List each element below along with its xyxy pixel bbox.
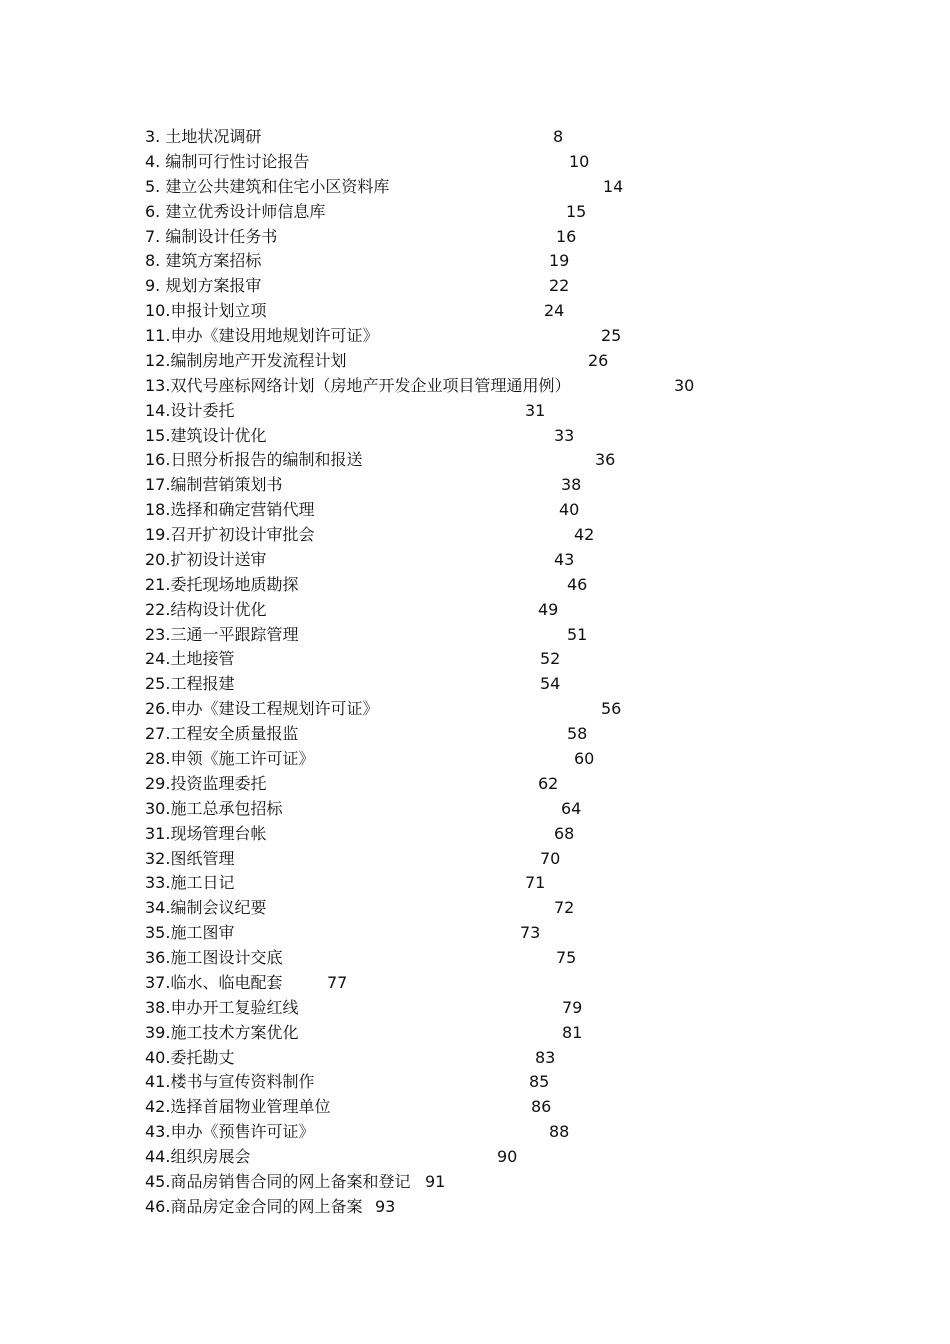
toc-entry-page-number: 19	[549, 251, 570, 271]
toc-entry[interactable]	[0, 374, 950, 398]
toc-entry-title: 40.委托勘丈	[145, 1047, 235, 1067]
toc-entry[interactable]	[0, 697, 950, 721]
toc-entry-title: 18.选择和确定营销代理	[145, 500, 315, 520]
toc-entry-page-number: 75	[556, 948, 577, 968]
toc-entry[interactable]	[0, 623, 950, 647]
toc-entry-title: 19.召开扩初设计审批会	[145, 525, 315, 545]
toc-entry[interactable]	[0, 996, 950, 1020]
toc-entry-title: 31.现场管理台帐	[145, 823, 267, 843]
toc-entry[interactable]	[0, 498, 950, 522]
toc-entry-page-number: 46	[567, 574, 588, 594]
toc-entry-page-number: 93	[375, 1196, 396, 1216]
toc-entry-title: 27.工程安全质量报监	[145, 724, 299, 744]
toc-entry[interactable]	[0, 747, 950, 771]
toc-entry-title: 36.施工图设计交底	[145, 948, 283, 968]
toc-entry-title: 13.双代号座标网络计划（房地产开发企业项目管理通用例）	[145, 375, 571, 395]
toc-entry[interactable]	[0, 175, 950, 199]
toc-entry[interactable]	[0, 1021, 950, 1045]
toc-entry-title: 12.编制房地产开发流程计划	[145, 350, 347, 370]
toc-entry[interactable]	[0, 772, 950, 796]
toc-entry-page-number: 51	[567, 624, 588, 644]
toc-entry-page-number: 40	[559, 500, 580, 520]
toc-entry[interactable]	[0, 921, 950, 945]
toc-entry-title: 26.申办《建设工程规划许可证》	[145, 699, 379, 719]
toc-entry-page-number: 90	[497, 1147, 518, 1167]
toc-entry-page-number: 16	[556, 226, 577, 246]
toc-entry[interactable]	[0, 1145, 950, 1169]
toc-entry-page-number: 14	[603, 176, 624, 196]
toc-entry[interactable]	[0, 946, 950, 970]
toc-entry[interactable]	[0, 647, 950, 671]
toc-entry-title: 6. 建立优秀设计师信息库	[145, 201, 326, 221]
toc-entry-title: 4. 编制可行性讨论报告	[145, 151, 310, 171]
toc-entry-page-number: 72	[554, 898, 575, 918]
toc-entry-title: 21.委托现场地质勘探	[145, 574, 299, 594]
toc-entry[interactable]	[0, 672, 950, 696]
toc-entry-title: 5. 建立公共建筑和住宅小区资料库	[145, 176, 390, 196]
toc-entry-page-number: 42	[574, 525, 595, 545]
toc-entry[interactable]	[0, 200, 950, 224]
toc-entry[interactable]	[0, 125, 950, 149]
toc-entry[interactable]	[0, 971, 950, 995]
toc-entry-page-number: 24	[544, 301, 565, 321]
toc-entry-title: 9. 规划方案报审	[145, 276, 262, 296]
toc-entry[interactable]	[0, 548, 950, 572]
toc-entry-title: 37.临水、临电配套	[145, 972, 283, 992]
toc-entry[interactable]	[0, 274, 950, 298]
toc-entry-title: 35.施工图审	[145, 923, 235, 943]
toc-entry[interactable]	[0, 249, 950, 273]
toc-entry-title: 46.商品房定金合同的网上备案	[145, 1196, 363, 1216]
toc-entry-page-number: 22	[549, 276, 570, 296]
toc-entry-page-number: 64	[561, 798, 582, 818]
toc-entry-title: 29.投资监理委托	[145, 773, 267, 793]
toc-entry-title: 23.三通一平跟踪管理	[145, 624, 299, 644]
toc-entry-page-number: 10	[569, 151, 590, 171]
toc-entry[interactable]	[0, 871, 950, 895]
toc-entry-title: 11.申办《建设用地规划许可证》	[145, 326, 379, 346]
toc-entry[interactable]	[0, 1120, 950, 1144]
toc-entry-page-number: 86	[531, 1097, 552, 1117]
toc-entry[interactable]	[0, 797, 950, 821]
toc-entry-page-number: 31	[525, 400, 546, 420]
toc-entry[interactable]	[0, 324, 950, 348]
toc-entry-page-number: 38	[561, 475, 582, 495]
toc-entry[interactable]	[0, 473, 950, 497]
toc-entry-title: 10.申报计划立项	[145, 301, 267, 321]
toc-entry-page-number: 25	[601, 326, 622, 346]
toc-entry-page-number: 49	[538, 599, 559, 619]
toc-entry-page-number: 26	[588, 350, 609, 370]
toc-entry-title: 33.施工日记	[145, 873, 235, 893]
toc-entry-page-number: 8	[553, 127, 564, 146]
toc-entry[interactable]	[0, 1046, 950, 1070]
toc-entry-title: 38.申办开工复验红线	[145, 997, 299, 1017]
toc-entry-page-number: 62	[538, 773, 559, 793]
toc-entry-page-number: 15	[566, 201, 587, 221]
toc-entry-title: 3. 土地状况调研	[145, 127, 262, 146]
toc-entry-title: 41.楼书与宣传资料制作	[145, 1072, 315, 1092]
toc-entry-page-number: 60	[574, 749, 595, 768]
toc-entry-title: 42.选择首届物业管理单位	[145, 1097, 331, 1117]
toc-entry-title: 8. 建筑方案招标	[145, 251, 262, 271]
toc-entry-page-number: 36	[595, 450, 616, 470]
toc-entry[interactable]	[0, 896, 950, 920]
toc-entry-title: 45.商品房销售合同的网上备案和登记	[145, 1171, 411, 1191]
toc-entry-page-number: 71	[525, 873, 546, 893]
toc-entry[interactable]	[0, 424, 950, 448]
toc-entry-title: 30.施工总承包招标	[145, 798, 283, 818]
toc-entry-page-number: 70	[540, 848, 561, 868]
toc-entry-page-number: 83	[535, 1047, 556, 1067]
toc-entry-page-number: 81	[562, 1022, 583, 1042]
toc-entry-title: 17.编制营销策划书	[145, 475, 283, 495]
toc-entry[interactable]	[0, 1195, 950, 1219]
toc-entry-page-number: 77	[327, 972, 348, 992]
toc-entry-title: 34.编制会议纪要	[145, 898, 267, 918]
toc-entry-page-number: 54	[540, 674, 561, 694]
toc-entry[interactable]	[0, 448, 950, 472]
toc-entry[interactable]	[0, 225, 950, 249]
toc-entry-title: 39.施工技术方案优化	[145, 1022, 299, 1042]
toc-entry-title: 16.日照分析报告的编制和报送	[145, 450, 363, 470]
toc-entry-title: 20.扩初设计送审	[145, 549, 267, 569]
toc-entry-title: 25.工程报建	[145, 674, 235, 694]
toc-entry-page-number: 33	[554, 425, 575, 445]
toc-entry[interactable]	[0, 399, 950, 423]
toc-entry-title: 15.建筑设计优化	[145, 425, 267, 445]
toc-entry-title: 24.土地接管	[145, 649, 235, 669]
toc-entry-page-number: 73	[520, 923, 541, 943]
toc-entry[interactable]	[0, 1170, 950, 1194]
toc-entry[interactable]	[0, 722, 950, 746]
toc-entry-page-number: 43	[554, 549, 575, 569]
toc-entry[interactable]	[0, 822, 950, 846]
toc-entry-page-number: 52	[540, 649, 561, 669]
toc-entry-title: 7. 编制设计任务书	[145, 226, 278, 246]
toc-entry-page-number: 91	[425, 1171, 446, 1191]
toc-entry-page-number: 68	[554, 823, 575, 843]
toc-entry[interactable]	[0, 847, 950, 871]
toc-entry[interactable]	[0, 150, 950, 174]
toc-entry-page-number: 56	[601, 699, 622, 719]
toc-entry[interactable]	[0, 573, 950, 597]
toc-entry-page-number: 58	[567, 724, 588, 744]
toc-entry[interactable]	[0, 523, 950, 547]
toc-entry[interactable]	[0, 1070, 950, 1094]
toc-entry-title: 32.图纸管理	[145, 848, 235, 868]
toc-entry-page-number: 30	[674, 375, 695, 395]
toc-entry-title: 28.申领《施工许可证》	[145, 749, 315, 768]
toc-entry[interactable]	[0, 349, 950, 373]
toc-entry-title: 43.申办《预售许可证》	[145, 1122, 315, 1142]
toc-entry-title: 22.结构设计优化	[145, 599, 267, 619]
toc-entry[interactable]	[0, 299, 950, 323]
toc-entry-title: 14.设计委托	[145, 400, 235, 420]
toc-entry-page-number: 88	[549, 1122, 570, 1142]
toc-entry[interactable]	[0, 598, 950, 622]
toc-entry-title: 44.组织房展会	[145, 1147, 251, 1167]
toc-entry[interactable]	[0, 1095, 950, 1119]
toc-entry-page-number: 85	[529, 1072, 550, 1092]
toc-entry-page-number: 79	[562, 997, 583, 1017]
